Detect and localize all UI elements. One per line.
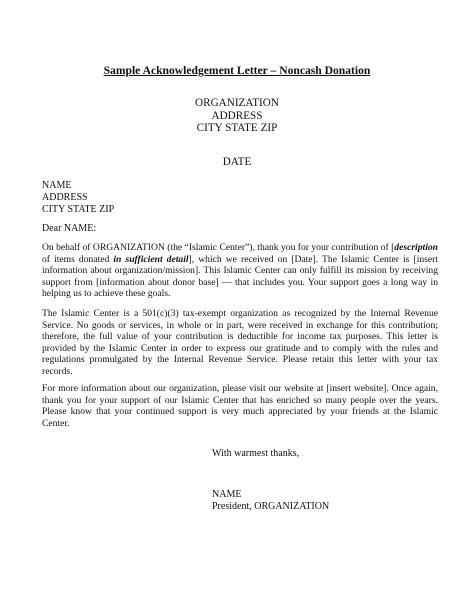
signature-title: President, ORGANIZATION (212, 501, 330, 512)
body-paragraph-2: The Islamic Center is a 501(c)(3) tax-exempt organization as recognized by the Internal Revenue Service. No goods or services, in whole or in part, were received in exchange for this contribution; therefore, the full value of your contribution is deductible for income tax purposes. This letter is provided by the Islamic Center in order to express our gratitude and to comply with the rules and regulations promulgated by the Internal Revenue Service. Please retain this letter with your tax records. (42, 308, 438, 377)
salutation: Dear NAME: (42, 223, 97, 234)
paragraph-1-text-c: ], which we received on [Date]. The Islamic Center is [insert information about organization/mission]. This Islamic Center can only fulfill its mission by receiving support from [information about donor base] — that includes you. Your support goes a long way in helping us to achieve these goals. (42, 253, 439, 300)
paragraph-1-emphasis-detail: in sufficient detail (113, 253, 189, 265)
recipient-city-state-zip: CITY STATE ZIP (42, 204, 115, 215)
sender-city-state-zip: CITY STATE ZIP (196, 122, 278, 134)
body-paragraph-1 (42, 242, 438, 300)
sender-organization: ORGANIZATION (195, 97, 279, 109)
recipient-name: NAME (42, 180, 72, 191)
recipient-address: ADDRESS (42, 192, 88, 203)
closing-line: With warmest thanks, (212, 448, 300, 459)
paragraph-1-emphasis-description: description (394, 242, 438, 253)
body-paragraph-3: For more information about our organization, please visit our website at [insert website]. Once again, thank you for your support of our Islamic Center that has enriched so many people over the years. Please know that your continued support is very much appreciated by your friends at the Islamic Center. (42, 383, 438, 429)
sender-address: ADDRESS (211, 109, 263, 122)
signature-name: NAME (212, 489, 242, 500)
signature-block (212, 489, 329, 513)
paragraph-1-text-a: On behalf of ORGANIZATION (the “Islamic Center”), thank you for your contribution of [ (42, 242, 395, 253)
recipient-block (42, 180, 438, 216)
paragraph-1-text-b: of items donated (42, 253, 114, 265)
sender-block (0, 97, 474, 135)
letter-title: Sample Acknowledgement Letter – Noncash Donation (103, 64, 371, 77)
letter-date: DATE (222, 156, 252, 168)
